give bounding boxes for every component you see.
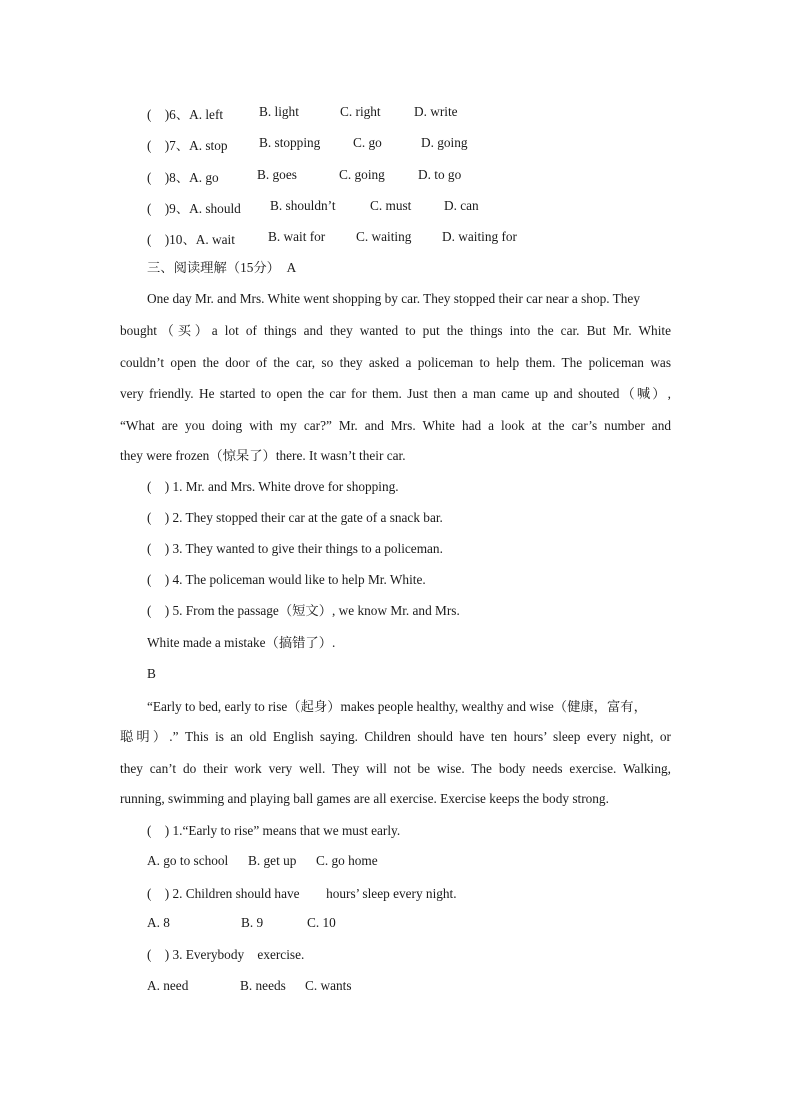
passage-line: “Early to bed, early to rise（起身）makes people healthy, wealthy and wise（健康，富有， <box>147 699 647 714</box>
cloze-stem: ( )6、A. left <box>147 107 224 122</box>
option-c: C. go home <box>316 853 378 868</box>
question-item: ( ) 2. They stopped their car at the gate of a snack bar. <box>147 510 443 525</box>
cloze-option-c: C. go <box>353 135 382 150</box>
cloze-stem: ( )8、A. go <box>147 170 219 185</box>
passage-line: One day Mr. and Mrs. White went shopping by car. They stopped their car near a shop. They <box>147 291 640 306</box>
cloze-option-b: B. goes <box>257 167 297 182</box>
option-a: A. 8 <box>147 915 170 930</box>
question-item: ( ) 4. The policeman would like to help Mr. White. <box>147 572 426 587</box>
option-b: B. 9 <box>241 915 264 930</box>
cloze-option-c: C. waiting <box>356 229 412 244</box>
question-item: ( ) 1.“Early to rise” means that we must early. <box>147 823 401 838</box>
question-item: White made a mistake（搞错了）. <box>147 635 336 650</box>
passage-line: bought（买）a lot of things and they wanted to put the things into the car. But Mr. White <box>120 323 671 338</box>
question-item: ( ) 2. Children should have hours’ sleep every night. <box>147 886 457 901</box>
option-c: C. wants <box>305 978 352 993</box>
cloze-option-b: B. stopping <box>259 135 321 150</box>
question-item: ( ) 1. Mr. and Mrs. White drove for shopping. <box>147 479 399 494</box>
cloze-option-c: C. must <box>370 198 412 213</box>
option-b: B. get up <box>248 853 297 868</box>
question-item: ( ) 3. Everybody exercise. <box>147 947 305 962</box>
question-item: ( ) 3. They wanted to give their things to a policeman. <box>147 541 443 556</box>
cloze-option-c: C. going <box>339 167 385 182</box>
cloze-option-d: D. to go <box>418 167 462 182</box>
passage-line: running, swimming and playing ball games are all exercise. Exercise keeps the body strong. <box>120 791 609 806</box>
option-a: A. go to school <box>147 853 229 868</box>
cloze-option-d: D. write <box>414 104 458 119</box>
cloze-stem: ( )10、A. wait <box>147 232 235 247</box>
cloze-option-d: D. going <box>421 135 468 150</box>
passage-line: couldn’t open the door of the car, so they asked a policeman to help them. The policeman was <box>120 355 671 370</box>
passage-line: they were frozen（惊呆了）there. It wasn’t their car. <box>120 448 406 463</box>
cloze-option-c: C. right <box>340 104 381 119</box>
passage-line: “What are you doing with my car?” Mr. and Mrs. White had a look at the car’s number and <box>120 418 671 433</box>
section-title: 三、阅读理解（15分） A <box>147 260 297 275</box>
passage-label-b: B <box>147 666 156 681</box>
question-item: ( ) 5. From the passage（短文）, we know Mr. and Mrs. <box>147 603 460 618</box>
passage-line: very friendly. He started to open the car for them. Just then a man came up and shouted（喊）, <box>120 386 671 401</box>
cloze-option-b: B. shouldn’t <box>270 198 336 213</box>
passage-line: they can’t do their work very well. They will not be wise. The body needs exercise. Walking, <box>120 761 671 776</box>
cloze-stem: ( )9、A. should <box>147 201 241 216</box>
cloze-option-d: D. can <box>444 198 479 213</box>
option-a: A. need <box>147 978 189 993</box>
passage-line: 聪明）.” This is an old English saying. Children should have ten hours’ sleep every night, or <box>120 729 671 744</box>
cloze-option-b: B. wait for <box>268 229 326 244</box>
option-b: B. needs <box>240 978 286 993</box>
cloze-option-d: D. waiting for <box>442 229 517 244</box>
cloze-option-b: B. light <box>259 104 299 119</box>
cloze-stem: ( )7、A. stop <box>147 138 228 153</box>
option-c: C. 10 <box>307 915 336 930</box>
